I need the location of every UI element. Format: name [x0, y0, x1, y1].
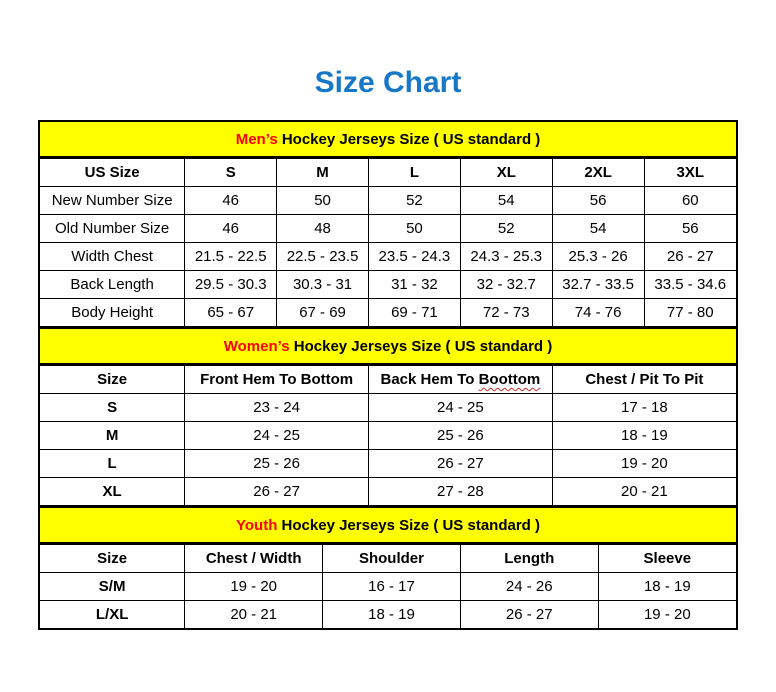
data-cell: 23 - 24	[185, 394, 369, 422]
header-row	[40, 366, 736, 394]
data-cell: 52	[368, 187, 460, 215]
column-header: 2XL	[552, 159, 644, 187]
data-cell: 18 - 19	[323, 601, 461, 629]
table-row	[40, 450, 736, 478]
table-row	[40, 394, 736, 422]
section-header-youth	[40, 506, 736, 544]
data-cell: 56	[552, 187, 644, 215]
section-header-youth-rest: Hockey Jerseys Size ( US standard )	[277, 517, 540, 534]
section-header-womens-rest: Hockey Jerseys Size ( US standard )	[289, 338, 553, 355]
row-label: M	[40, 422, 185, 450]
mens-size-table	[40, 158, 736, 327]
column-header: XL	[460, 159, 552, 187]
table-row	[40, 271, 736, 299]
data-cell: 72 - 73	[460, 299, 552, 327]
misspelled-word: Boottom	[478, 371, 541, 388]
row-label: Width Chest	[40, 243, 185, 271]
data-cell: 33.5 - 34.6	[644, 271, 736, 299]
data-cell: 23.5 - 24.3	[368, 243, 460, 271]
table-row	[40, 215, 736, 243]
data-cell: 46	[185, 215, 277, 243]
data-cell: 50	[368, 215, 460, 243]
column-header: US Size	[40, 159, 185, 187]
data-cell: 25 - 26	[369, 422, 553, 450]
data-cell: 32.7 - 33.5	[552, 271, 644, 299]
page-title: Size Chart	[314, 66, 462, 99]
table-row	[40, 601, 736, 629]
table-row	[40, 573, 736, 601]
row-label: L/XL	[40, 601, 185, 629]
column-header: M	[277, 159, 369, 187]
column-header: Size	[40, 545, 185, 573]
row-label: S	[40, 394, 185, 422]
section-header-womens	[40, 327, 736, 365]
data-cell: 46	[185, 187, 277, 215]
table-row	[40, 243, 736, 271]
section-header-mens-rest: Hockey Jerseys Size ( US standard )	[277, 131, 541, 148]
data-cell: 25.3 - 26	[552, 243, 644, 271]
data-cell: 20 - 21	[185, 601, 323, 629]
data-cell: 29.5 - 30.3	[185, 271, 277, 299]
section-header-mens-highlight: Men’s	[235, 131, 278, 148]
section-header-mens	[40, 122, 736, 158]
data-cell: 54	[460, 187, 552, 215]
data-cell: 24 - 25	[369, 394, 553, 422]
column-header: Shoulder	[323, 545, 461, 573]
section-header-youth-highlight: Youth	[236, 517, 278, 534]
data-cell: 74 - 76	[552, 299, 644, 327]
data-cell: 22.5 - 23.5	[277, 243, 369, 271]
data-cell: 65 - 67	[185, 299, 277, 327]
data-cell: 48	[277, 215, 369, 243]
header-row	[40, 545, 736, 573]
table-row	[40, 187, 736, 215]
column-header: Size	[40, 366, 185, 394]
row-label: New Number Size	[40, 187, 185, 215]
data-cell: 21.5 - 22.5	[185, 243, 277, 271]
row-label: L	[40, 450, 185, 478]
table-row	[40, 422, 736, 450]
column-header: 3XL	[644, 159, 736, 187]
row-label: Back Length	[40, 271, 185, 299]
data-cell: 19 - 20	[185, 573, 323, 601]
row-label: XL	[40, 478, 185, 506]
data-cell: 26 - 27	[185, 478, 369, 506]
table-row	[40, 299, 736, 327]
data-cell: 30.3 - 31	[277, 271, 369, 299]
data-cell: 67 - 69	[277, 299, 369, 327]
data-cell: 56	[644, 215, 736, 243]
data-cell: 26 - 27	[460, 601, 598, 629]
row-label: S/M	[40, 573, 185, 601]
data-cell: 69 - 71	[368, 299, 460, 327]
data-cell: 24 - 25	[185, 422, 369, 450]
header-row	[40, 159, 736, 187]
column-header: L	[368, 159, 460, 187]
row-label: Body Height	[40, 299, 185, 327]
data-cell: 24 - 26	[460, 573, 598, 601]
column-header: S	[185, 159, 277, 187]
data-cell: 17 - 18	[552, 394, 736, 422]
section-header-womens-highlight: Women’s	[223, 338, 290, 355]
data-cell: 18 - 19	[598, 573, 736, 601]
data-cell: 19 - 20	[598, 601, 736, 629]
data-cell: 77 - 80	[644, 299, 736, 327]
column-header: Back Hem To Boottom	[369, 366, 553, 394]
data-cell: 25 - 26	[185, 450, 369, 478]
section-mens	[40, 122, 736, 327]
data-cell: 18 - 19	[552, 422, 736, 450]
womens-size-table	[40, 365, 736, 506]
data-cell: 52	[460, 215, 552, 243]
data-cell: 26 - 27	[644, 243, 736, 271]
data-cell: 31 - 32	[368, 271, 460, 299]
size-chart	[38, 120, 738, 630]
data-cell: 19 - 20	[552, 450, 736, 478]
column-header: Front Hem To Bottom	[185, 366, 369, 394]
data-cell: 27 - 28	[369, 478, 553, 506]
column-header: Chest / Width	[185, 545, 323, 573]
data-cell: 54	[552, 215, 644, 243]
data-cell: 60	[644, 187, 736, 215]
table-row	[40, 478, 736, 506]
column-header: Sleeve	[598, 545, 736, 573]
data-cell: 32 - 32.7	[460, 271, 552, 299]
section-womens	[40, 327, 736, 506]
data-cell: 16 - 17	[323, 573, 461, 601]
section-youth	[40, 506, 736, 628]
column-header: Chest / Pit To Pit	[552, 366, 736, 394]
row-label: Old Number Size	[40, 215, 185, 243]
youth-size-table	[40, 544, 736, 628]
data-cell: 20 - 21	[552, 478, 736, 506]
data-cell: 26 - 27	[369, 450, 553, 478]
data-cell: 50	[277, 187, 369, 215]
data-cell: 24.3 - 25.3	[460, 243, 552, 271]
column-header: Length	[460, 545, 598, 573]
